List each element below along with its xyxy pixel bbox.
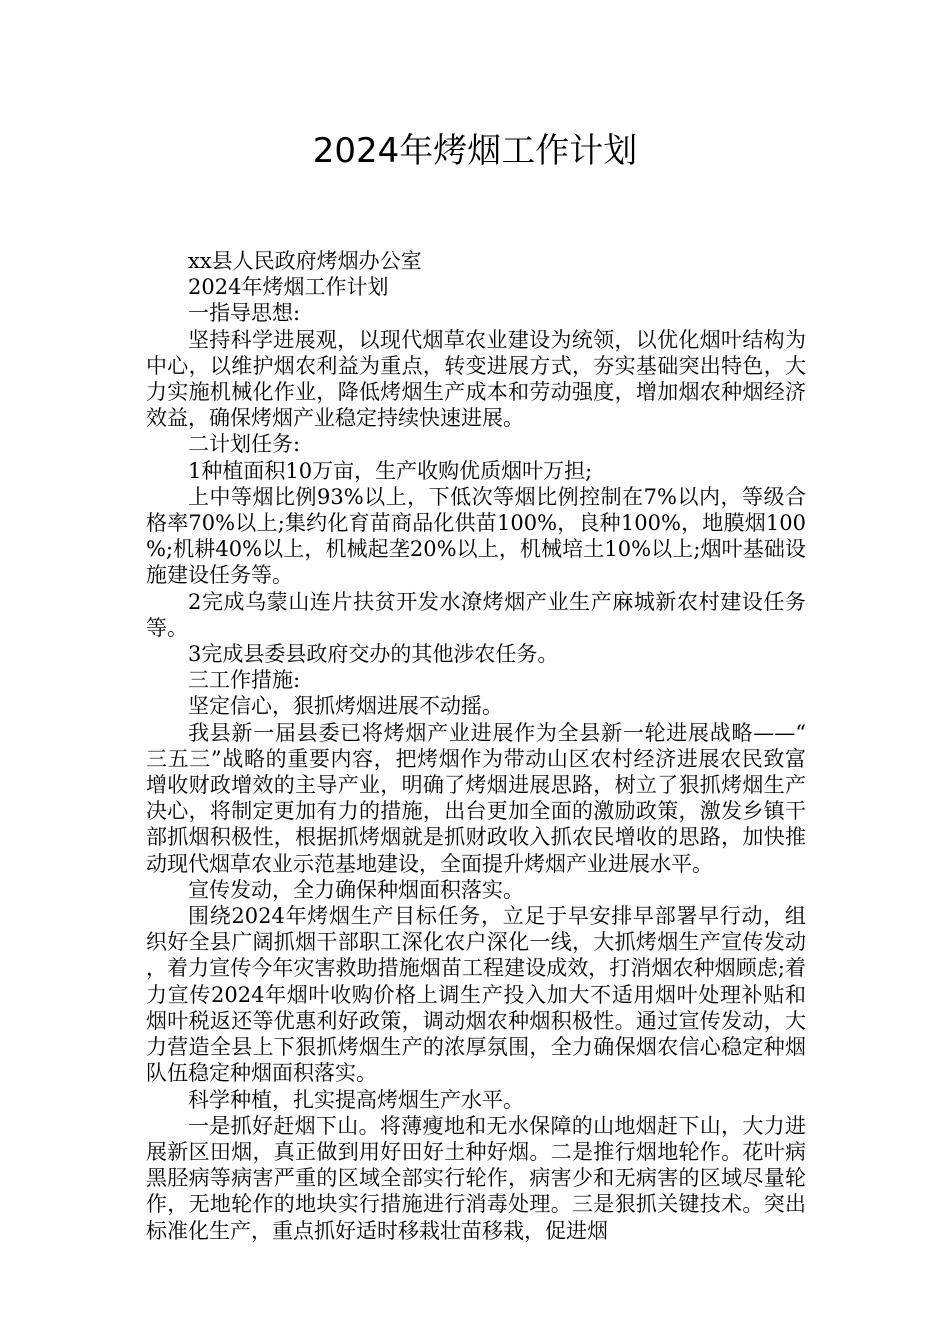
subheading-planting: 科学种植，扎实提高烤烟生产水平。: [188, 1087, 524, 1112]
paragraph-issuer: xx县人民政府烤烟办公室: [188, 249, 422, 273]
paragraph-confidence: 我县新一届县委已将烤烟产业进展作为全县新一轮进展战略——“三五三”战略的重要内容，把烤烟作为带动山区农村经济进展农民致富增收财政增效的主导产业，明确了烤烟进展思路，树立了狠抓烤烟生产决心，将制定更加有力的措施，出台更加全面的激励政策，激发乡镇干部抓烟积极性，根据抓烤烟就是抓财政收入抓农民增收的思路，加快推动现代烟草农业示范基地建设，全面提升烤烟产业进展水平。: [146, 720, 806, 876]
paragraph-task-3: 3完成县委县政府交办的其他涉农任务。: [188, 642, 559, 667]
subheading-confidence: 坚定信心，狠抓烤烟进展不动摇。: [188, 694, 503, 719]
paragraph-subtitle: 2024年烤烟工作计划: [188, 275, 389, 300]
document-body: [146, 248, 806, 1244]
paragraph-guiding-thought: 坚持科学进展观，以现代烟草农业建设为统领，以优化烟叶结构为中心，以维护烟农利益为重点，转变进展方式，夯实基础突出特色，大力实施机械化作业，降低烤烟生产成本和劳动强度，增加烟农种烟经济效益，确保烤烟产业稳定持续快速进展。: [146, 327, 806, 431]
heading-plan-tasks: 二计划任务:: [188, 432, 301, 457]
paragraph-publicity: 围绕2024年烤烟生产目标任务，立足于早安排早部署早行动，组织好全县广阔抓烟干部职工深化农户深化一线，大抓烤烟生产宣传发动，着力宣传今年灾害救助措施烟苗工程建设成效，打消烟农种烟顾虑;着力宣传2024年烟叶收购价格上调生产投入加大不适用烟叶处理补贴和烟叶税返还等优惠利好政策，调动烟农种烟积极性。通过宣传发动，大力营造全县上下狠抓烤烟生产的浓厚氛围，全力确保烟农信心稳定种烟队伍稳定种烟面积落实。: [146, 904, 806, 1086]
paragraph-task-2: 2完成乌蒙山连片扶贫开发水潦烤烟产业生产麻城新农村建设任务等。: [146, 589, 806, 640]
heading-guiding-thought: 一指导思想:: [188, 301, 301, 326]
heading-work-measures: 三工作措施:: [188, 668, 301, 693]
paragraph-task-1: 1种植面积10万亩，生产收购优质烟叶万担;: [188, 458, 593, 483]
paragraph-planting: 一是抓好赶烟下山。将薄瘦地和无水保障的山地烟赶下山，大力进展新区田烟，真正做到用好田好土种好烟。二是推行烟地轮作。花叶病黑胫病等病害严重的区域全部实行轮作，病害少和无病害的区域尽量轮作，无地轮作的地块实行措施进行消毒处理。三是狠抓关键技术。突出标准化生产，重点抓好适时移栽壮苗移栽，促进烟: [146, 1113, 806, 1243]
paragraph-task-quality: 上中等烟比例93%以上，下低次等烟比例控制在7%以内，等级合格率70%以上;集约化育苗商品化供苗100%，良种100%，地膜烟100%;机耕40%以上，机械起垄20%以上，机械培土10%以上;烟叶基础设施建设任务等。: [146, 484, 806, 588]
document-title: 2024年烤烟工作计划: [312, 131, 638, 171]
subheading-publicity: 宣传发动，全力确保种烟面积落实。: [188, 877, 524, 902]
